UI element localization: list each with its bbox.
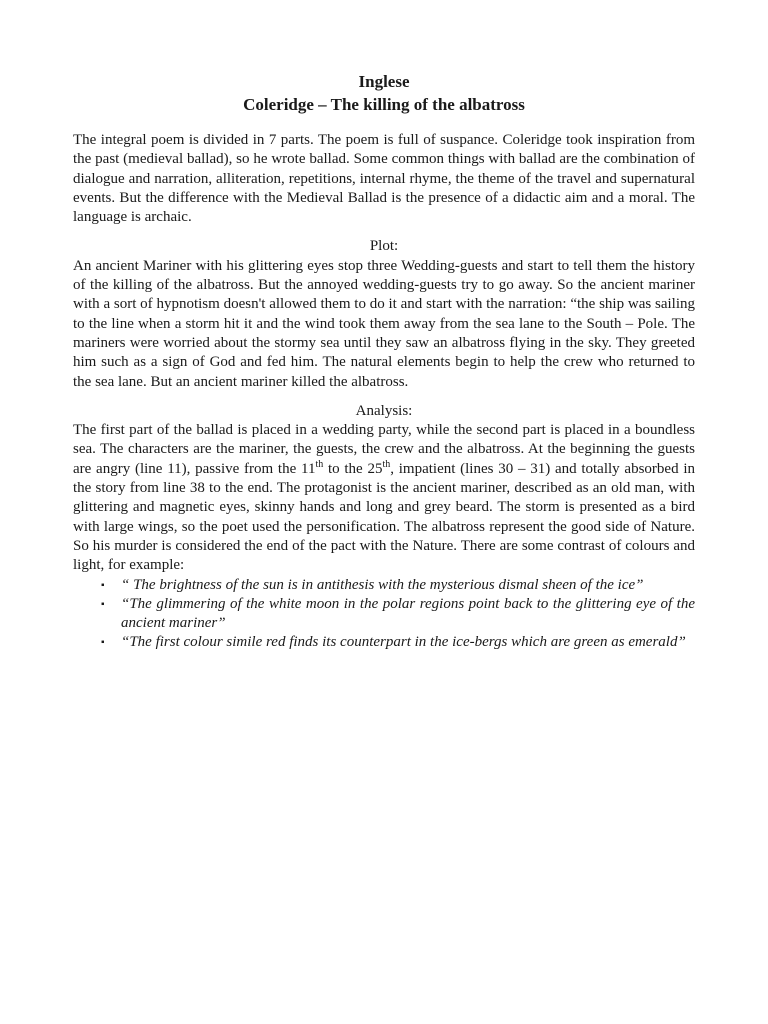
analysis-paragraph [73, 421, 695, 575]
quote-item [73, 633, 695, 652]
bullet-square-icon: ▪ [101, 579, 105, 591]
quote-text: “ The brightness of the sun is in antithesis with the mysterious dismal sheen of the ice” [121, 576, 644, 593]
analysis-text-part1: The first part of the ballad is placed in a wedding party, while the second part is placed in a boundless sea. The characters are the mariner, the guests, the crew and the albatross. At the beginning the guests are angry (line 11), passive from the 11 [73, 422, 695, 477]
quote-text: “The first colour simile red finds its counterpart in the ice-bergs which are green as emerald” [121, 634, 686, 651]
superscript-th-2: th [382, 458, 391, 470]
intro-paragraph: The integral poem is divided in 7 parts. The poem is full of suspance. Coleridge took inspiration from the past (medieval ballad), so he wrote ballad. Some common things with ballad are the combination of dialogue and narration, alliteration, repetitions, internal rhyme, the theme of the travel and supernatural events. But the difference with the Medieval Ballad is the presence of a didactic aim and a moral. The language is archaic. [73, 132, 695, 226]
document-page [73, 72, 695, 653]
quote-text: “The glimmering of the white moon in the polar regions point back to the glittering eye of the ancient mariner” [121, 595, 695, 632]
analysis-text-part3: , impatient (lines 30 – 31) and totally absorbed in the story from line 38 to the end. The protagonist is the ancient mariner, described as an old man, with glittering and magnetic eyes, skinny hands and long and grey beard. The storm is presented as a bird with large wings, so the poet used the personification. The albatross represent the good side of Nature. So his murder is considered the end of the pact with the Nature. There are some contrast of colours and light, for example: [73, 460, 695, 574]
plot-paragraph: An ancient Mariner with his glittering eyes stop three Wedding-guests and start to tell them the history of the killing of the albatross. But the annoyed wedding-guests try to go away. So the ancient mariner with a sort of hypnotism doesn't allowed them to do it and start with the narration: “the ship was sailing to the line when a storm hit it and the wind took them away from the sea lane to the South – Pole. The mariners were worried about the stormy sea until they saw an albatross flying in the sky. They greeted him such as a sign of God and fed him. The natural elements begin to help the crew who returned to the sea lane. But an ancient mariner killed the albatross. [73, 257, 695, 390]
analysis-heading: Analysis: [355, 402, 413, 419]
quote-item [73, 576, 695, 595]
quote-list [73, 576, 695, 653]
superscript-th-1: th [315, 458, 324, 470]
analysis-text-part2: to the 25 [323, 460, 383, 477]
bullet-square-icon: ▪ [101, 637, 105, 649]
quote-item [73, 595, 695, 634]
plot-heading: Plot: [369, 238, 399, 255]
bullet-square-icon: ▪ [101, 598, 105, 610]
document-subtitle: Coleridge – The killing of the albatross [243, 95, 525, 114]
document-title: Inglese [358, 72, 410, 91]
